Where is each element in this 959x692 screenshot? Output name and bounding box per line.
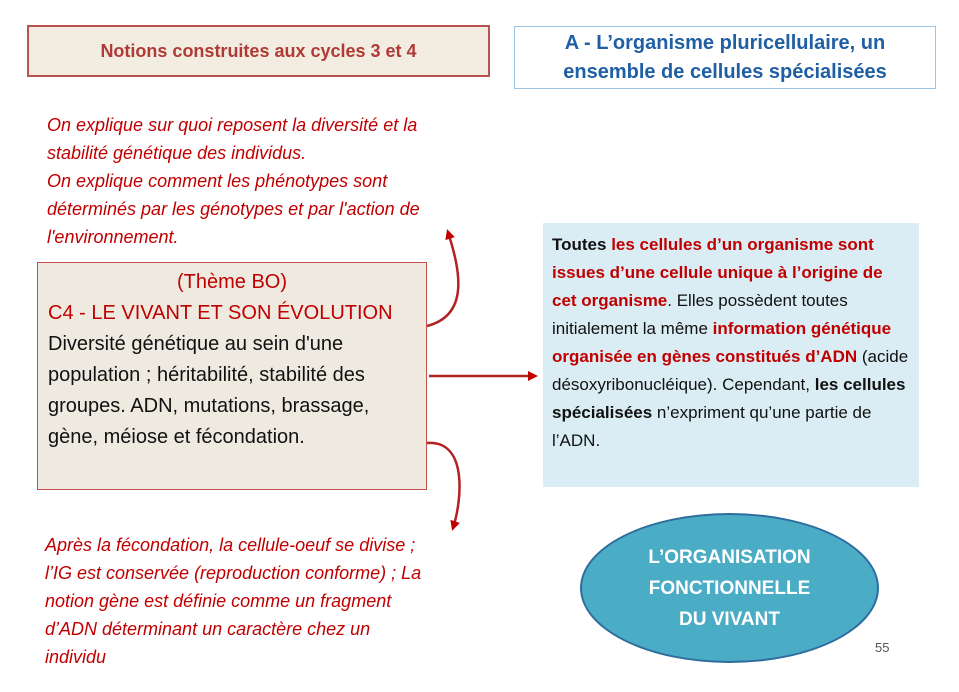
content-s2: les cellules d’un organisme sont issues d’une cellule unique à l’origine de cet organisme	[552, 235, 883, 310]
arrow-up-to-top-note	[427, 232, 458, 326]
theme-header: (Thème BO)	[176, 271, 288, 293]
theme-title: C4 - LE VIVANT ET SON ÉVOLUTION	[48, 302, 393, 324]
content-s1: Toutes	[552, 235, 612, 254]
bottom-note-line: d’ADN déterminant un caractère chez un	[45, 619, 371, 639]
arrow-down-to-bottom-note	[427, 443, 460, 528]
notions-label: Notions construites aux cycles 3 et 4	[100, 40, 417, 61]
top-note-line: déterminés par les génotypes et par l'action de	[47, 199, 420, 219]
bottom-note-line: l’IG est conservée (reproduction conforme) ; La	[45, 563, 422, 583]
top-note-line: l'environnement.	[47, 227, 179, 247]
ellipse-label: L’ORGANISATION FONCTIONNELLE DU VIVANT	[648, 546, 811, 630]
theme-body: Diversité génétique au sein d'une population ; héritabilité, stabilité des groupes. ADN, mutations, brassage, gène, méiose et fécondation.	[48, 333, 370, 448]
bottom-note-line: Après la fécondation, la cellule-oeuf se divise ;	[45, 535, 416, 555]
bottom-note-line: notion gène est définie comme un fragment	[45, 591, 392, 611]
top-note-line: On explique comment les phénotypes sont	[47, 171, 388, 191]
content-s3: . Elles possèdent toutes initialement la même	[552, 291, 848, 338]
page-number: 55	[875, 640, 890, 655]
section-title-line-2: ensemble de cellules spécialisées	[563, 60, 887, 83]
section-title-line-1: A - L’organisme pluricellulaire, un	[564, 32, 886, 55]
content-s5: (acide désoxyribonucléique). Cependant,	[552, 347, 909, 394]
content-s7: n’expriment qu’une partie de l’ADN.	[552, 403, 872, 450]
content-s6: les cellules spécialisées	[552, 375, 906, 422]
top-note-line: On explique sur quoi reposent la diversité et la	[47, 115, 418, 135]
bottom-note-line: individu	[45, 647, 107, 667]
top-note-line: stabilité génétique des individus.	[47, 143, 307, 163]
content-s4: information génétique organisée en gènes constitués d’ADN	[552, 319, 892, 366]
